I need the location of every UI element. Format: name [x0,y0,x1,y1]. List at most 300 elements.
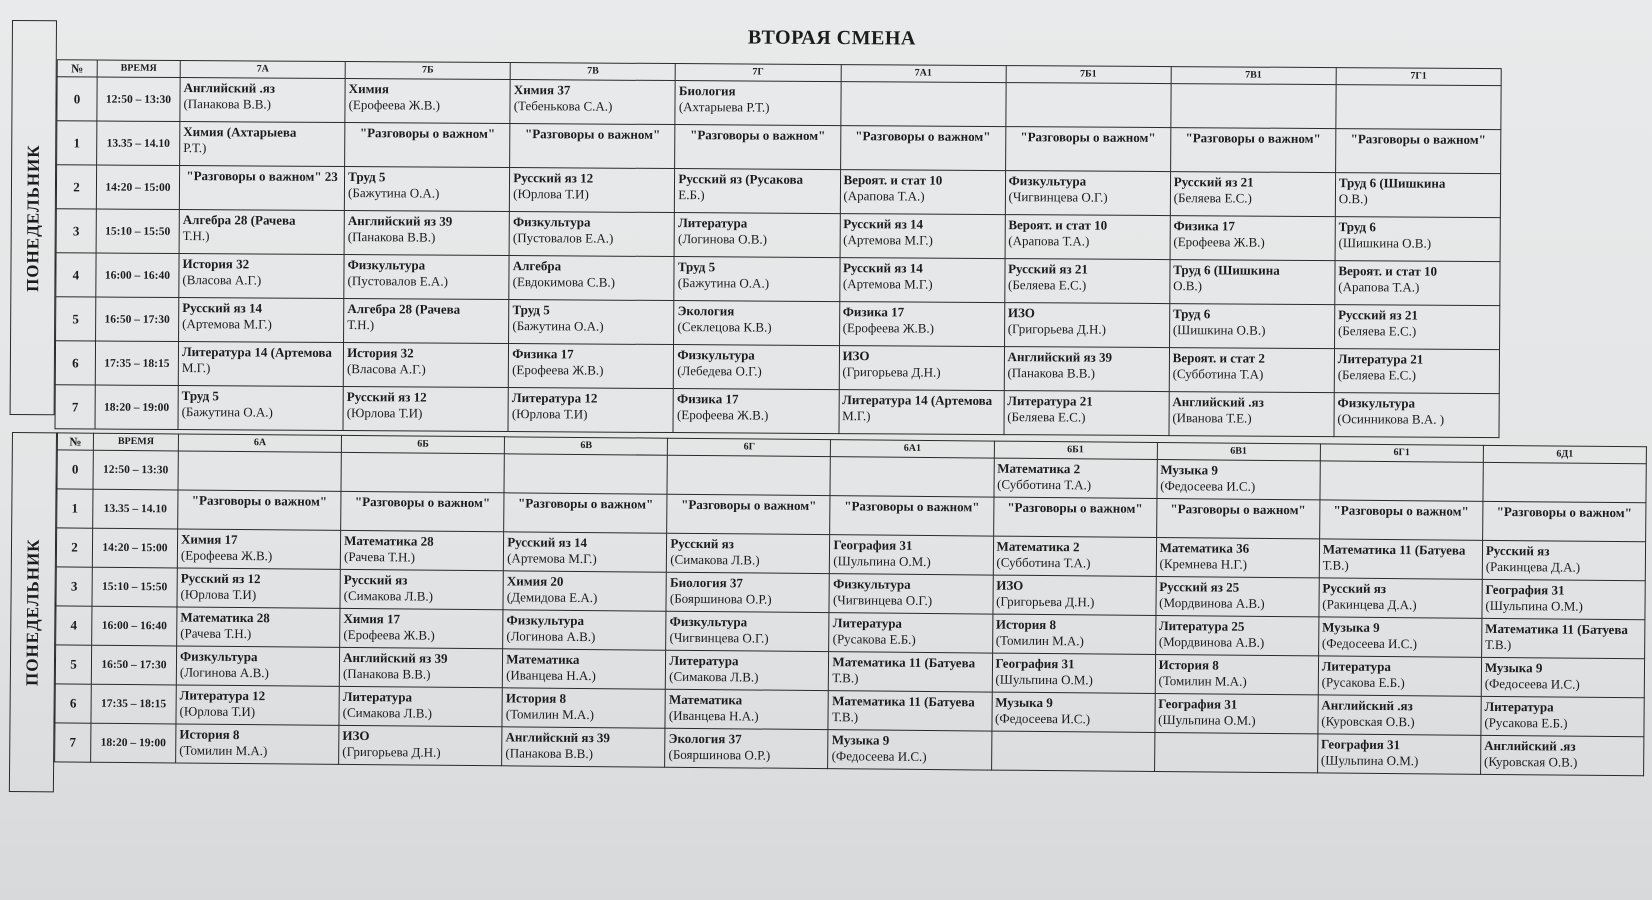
lesson-cell [176,646,339,686]
subject [1158,735,1314,736]
subject [182,453,338,454]
lesson-cell [509,212,674,257]
lesson-time: 18:20 – 19:00 [91,723,176,763]
subject: Литература [342,688,413,705]
subject: Химия [348,81,390,97]
subject: Вероят. и стат 10 [1008,217,1108,233]
lesson-cell-special: "Разговоры о важном" [178,490,341,530]
lesson-cell [340,530,503,570]
lesson-cell-special: "Разговоры о важном" [1319,500,1482,540]
teacher: (Артемова М.Г.) [842,276,933,292]
subject: Русский яз 21 [1338,307,1418,323]
lesson-cell [1169,304,1334,349]
subject: Вероят. и стат 10 [843,172,943,188]
lesson-cell [178,386,343,431]
lesson-cell [177,568,340,608]
subject: Физкультура [347,257,426,273]
subject: Физика 17 [677,391,739,407]
lesson-cell [830,457,993,497]
lesson-cell [1318,617,1481,657]
schedule-table-7 [55,20,1502,438]
subject [1487,465,1643,466]
header-class: 6А [178,434,341,452]
lesson-cell [666,650,829,690]
lesson-cell-special: "Разговоры о важном" [667,494,830,534]
subject: География 31 [1321,736,1401,753]
day-label: ПОНЕДЕЛЬНИК [22,143,43,292]
lesson-cell [1335,217,1500,262]
header-num: № [57,60,97,77]
teacher: (Панакова В.В.) [505,745,594,762]
teacher: (Пустовалов Е.А.) [347,273,448,289]
lesson-cell [830,535,993,575]
subject: Английский .яз [183,80,276,96]
subject: Английский .яз [1321,697,1413,714]
lesson-cell [1334,349,1499,394]
lesson-cell [1319,578,1482,618]
subject: ИЗО [842,348,870,364]
teacher: (Ерофеева Ж.В.) [842,320,935,336]
lesson-cell [840,82,1005,127]
lesson-cell [828,730,991,770]
lesson-cell [340,569,503,609]
lesson-cell [1318,695,1481,735]
teacher: (Бажутина О.А.) [677,275,770,291]
lesson-number: 3 [56,567,92,606]
lesson-cell [994,458,1157,498]
teacher: (Беляева Е.С.) [1007,277,1087,293]
lesson-cell [1154,732,1317,772]
subject: Физкультура [512,214,591,230]
lesson-cell [665,728,828,768]
lesson-cell [1317,734,1480,774]
header-class: 6Б [341,435,504,453]
teacher [1487,465,1643,466]
subject: Труд 6 [1172,306,1211,322]
lesson-time: 14:20 – 15:00 [92,528,177,568]
teacher: (Евдокимова С.В.) [512,274,616,290]
lesson-cell [829,574,992,614]
lesson-cell [1005,171,1170,216]
subject: Английский .яз [1484,737,1576,754]
subject: История 32 [182,256,250,272]
teacher [182,453,338,454]
lesson-cell-special: "Разговоры о важном" [840,126,1005,171]
subject: Литература 14 (Артемова [842,392,993,408]
teacher: Р.Т.) [183,140,207,156]
lesson-cell-special: "Разговоры о важном" [1005,127,1170,172]
lesson-cell [340,608,503,648]
subject: Биология [678,83,736,99]
subject: Алгебра 28 (Рачева [182,212,296,228]
teacher: (Юрлова Т.И) [180,586,257,603]
lesson-time: 18:20 – 19:00 [95,385,178,430]
teacher: (Рачева Т.Н.) [343,548,416,565]
lesson-cell [674,301,839,346]
lesson-cell [509,256,674,301]
lesson-cell [503,610,666,650]
teacher [1339,87,1497,88]
subject: Музыка 9 [1322,619,1380,635]
header-class: 7В [510,63,675,81]
lesson-cell [503,571,666,611]
lesson-cell [345,79,510,124]
teacher: (Федосеева И.С.) [1160,478,1256,494]
subject: Литература [678,215,748,231]
subject: Музыка 9 [1484,659,1543,676]
teacher [995,734,1151,735]
teacher: Т.Н.) [182,228,210,244]
lesson-cell [1169,348,1334,393]
teacher: (Логинова А.В.) [506,628,596,645]
teacher: (Ерофеева Ж.В.) [180,547,273,564]
lesson-number: 6 [55,341,95,385]
lesson-cell [176,685,339,725]
lesson-cell [510,80,675,125]
subject: История 8 [1158,657,1219,673]
lesson-cell [503,649,666,689]
subject [1174,86,1332,87]
teacher: (Симакова Л.В.) [342,704,433,721]
teacher: (Бояршинова О.Р.) [669,590,772,607]
subject: Физика 17 [842,304,905,320]
teacher: (Григорьева Д.Н.) [1007,321,1107,337]
subject: Физкультура [669,613,748,630]
lesson-cell [674,257,839,302]
lesson-cell [665,689,828,729]
lesson-cell [1335,261,1500,306]
lesson-number: 1 [57,489,93,528]
subject: Литература [1321,658,1392,675]
teacher: (Шишкина О.В.) [1338,235,1432,251]
teacher: (Григорьева Д.Н.) [342,743,441,760]
header-class: 7Б [345,62,510,80]
subject: Химия 37 [513,82,571,98]
teacher: (Демидова Е.А.) [506,589,598,606]
teacher: Е.Б.) [678,187,705,203]
teacher: (Власова А.Г.) [346,361,426,377]
subject: Химия (Ахтарыева [183,124,297,140]
teacher: (Томилин М.А.) [1158,673,1247,689]
lesson-cell [667,455,830,495]
teacher: (Куровская О.В.) [1483,753,1578,770]
lesson-cell [509,300,674,345]
header-time: ВРЕМЯ [93,433,178,451]
lesson-cell [1171,84,1336,129]
teacher: (Бажутина О.А.) [181,404,273,420]
subject: Алгебра [512,258,562,274]
lesson-cell [1480,735,1643,775]
teacher: Т.В.) [831,709,859,725]
subject: Химия 20 [506,573,564,589]
teacher: Т.В.) [1322,557,1349,573]
subject [995,734,1151,735]
teacher: (Панакова В.В.) [342,665,431,682]
subject: Математика 28 [180,609,270,626]
subject: Музыка 9 [831,732,890,748]
subject: Труд 5 [677,259,716,275]
lesson-cell [339,686,502,726]
subject: Русский яз [1322,580,1387,596]
subject: Русский яз 21 [1008,261,1088,277]
subject [1009,85,1167,86]
lesson-number: 2 [56,528,92,567]
subject [844,84,1002,85]
lesson-cell [838,390,1003,435]
subject: Английский яз 39 [343,649,448,666]
header-class: 6Г1 [1320,444,1483,462]
schedule-block-6 [9,432,1647,806]
lesson-cell [179,210,344,255]
teacher: (Ерофеева Ж.В.) [1173,234,1265,250]
lesson-cell [344,167,509,212]
lesson-cell [343,343,508,388]
lesson-cell [992,575,1155,615]
subject: Английский яз 39 [347,213,453,229]
subject: Русский яз 14 [507,534,588,551]
teacher: (Беляева Е.С.) [1337,323,1417,339]
subject [508,456,664,457]
teacher: (Томилин М.А.) [179,742,268,759]
lesson-cell [178,342,343,387]
subject: Русский яз 21 [1173,174,1254,190]
lesson-cell [179,298,344,343]
subject: Физика 17 [1173,218,1235,234]
lesson-time: 12:50 – 13:30 [97,77,180,122]
subject: Физкультура [1008,173,1087,189]
teacher: (Ракинцева Д.А.) [1485,558,1581,575]
teacher: (Шульпина О.М.) [1158,712,1256,728]
lesson-cell [675,169,840,214]
lesson-number: 4 [56,253,96,297]
subject: Литература 21 [1007,393,1093,409]
teacher: (Пустовалов Е.А.) [512,230,614,246]
header-class: 6В [505,437,668,455]
lesson-cell [829,613,992,653]
subject: Физкультура [506,612,585,628]
teacher: (Ерофеева Ж.В.) [348,97,441,113]
lesson-cell [177,529,340,569]
lesson-cell [1155,693,1318,733]
lesson-cell [1004,347,1169,392]
lesson-cell [178,451,341,491]
subject: Физкультура [1337,395,1416,411]
subject: Русский яз 14 [182,300,263,316]
teacher: (Логинова А.В.) [179,664,269,681]
subject: Физкультура [677,347,755,363]
lesson-cell [339,647,502,687]
lesson-cell [504,454,667,494]
lesson-cell [180,78,345,123]
subject [1324,463,1480,464]
teacher: (Федосеева И.С.) [831,748,927,764]
teacher: (Ахтарыева Р.Т.) [678,99,770,115]
subject: Русский яз [343,571,408,588]
subject: Математика 36 [1159,540,1250,556]
teacher: (Ракинцева Д.А.) [1322,596,1417,613]
teacher: (Беляева Е.С.) [1337,367,1417,383]
teacher: (Тебенькова С.А.) [513,98,613,114]
header-class: 7Б1 [1006,66,1171,84]
teacher [1009,85,1167,86]
teacher [1174,86,1332,87]
lesson-cell-special: "Разговоры о важном" [1156,498,1319,538]
lesson-cell [673,389,838,434]
lesson-cell [839,346,1004,391]
subject: Английский яз 39 [505,729,611,746]
teacher: (Арапова Т.А.) [843,188,925,204]
teacher: (Арапова Т.А.) [1338,279,1420,295]
teacher: (Артемова М.Г.) [843,232,933,248]
teacher: (Ерофеева Ж.В.) [512,362,604,378]
lesson-cell-special: "Разговоры о важном" 23 [179,166,344,211]
lesson-cell [1004,259,1169,304]
teacher: (Шишкина О.В.) [1172,322,1266,338]
teacher: (Симакова Л.В.) [669,668,759,685]
lesson-number: 4 [56,606,92,645]
lesson-time: 16:00 – 16:40 [92,606,177,646]
teacher: (Панакова В.В.) [183,96,272,112]
teacher: (Федосеева И.С.) [1321,635,1418,652]
lesson-cell [674,213,839,258]
teacher: (Федосеева И.С.) [1484,675,1580,692]
teacher: (Субботина Т.А) [1172,366,1264,382]
lesson-cell [839,302,1004,347]
lesson-cell [1170,172,1335,217]
teacher: (Федосеева И.С.) [995,710,1091,727]
subject: Литература [1484,698,1554,715]
shift-title: ВТОРАЯ СМЕНА [747,26,916,50]
teacher: (Русакова Е.Б.) [1484,714,1568,731]
schedule-block-7 [10,20,1502,427]
header-class: 6Г [668,438,831,456]
teacher: (Григорьева Д.Н.) [842,364,941,380]
lesson-cell [504,532,667,572]
header-class: 6В1 [1157,442,1320,460]
teacher: (Логинова О.В.) [678,231,768,247]
lesson-cell [339,725,502,765]
subject: Труд 6 (Шишкина [1173,262,1280,278]
day-label: ПОНЕДЕЛЬНИК [22,538,43,687]
header-class: 7В1 [1171,67,1336,85]
subject: Русский яз [1485,542,1550,559]
subject: Физкультура [833,576,911,592]
lesson-time: 12:50 – 13:30 [93,450,178,490]
subject: Русский яз 14 [843,216,924,232]
lesson-cell [177,607,340,647]
lesson-cell [667,533,830,573]
teacher: (Мордвинова А.В.) [1158,634,1265,650]
header-class: 6А1 [831,440,994,458]
subject: Химия 17 [181,531,238,547]
teacher: (Арапова Т.А.) [1008,233,1090,249]
lesson-cell [502,688,665,728]
subject: ИЗО [342,727,370,744]
lesson-cell [502,727,665,767]
schedule-table-6 [54,432,1647,776]
lesson-cell [992,614,1155,654]
lesson-time: 16:00 – 16:40 [96,253,179,298]
lesson-cell [1482,540,1645,580]
lesson-cell [1481,618,1644,658]
header-class: 6Б1 [994,441,1157,459]
subject: Математика 28 [344,532,434,549]
teacher: (Артемова М.Г.) [182,316,272,332]
teacher [671,458,827,459]
subject: ИЗО [996,577,1024,593]
lesson-time: 13.35 – 14.10 [93,489,178,529]
lesson-time: 15:10 – 15:50 [96,209,179,254]
lesson-number: 2 [56,165,96,209]
lesson-cell [1483,462,1646,502]
teacher: (Беляева Е.С.) [1173,190,1252,206]
lesson-number: 5 [56,297,96,341]
lesson-cell [674,345,839,390]
teacher: (Бажутина О.А.) [512,318,604,334]
teacher: (Юрлова Т.И) [179,703,256,720]
teacher: (Иванова Т.Е.) [1172,410,1252,426]
lesson-time: 17:35 – 18:15 [95,341,178,386]
lesson-cell [1481,657,1644,697]
subject: Математика 11 (Батуева [1485,620,1628,638]
lesson-cell [1004,391,1169,436]
lesson-number: 5 [55,645,91,684]
teacher: М.Г.) [181,360,211,376]
lesson-cell [510,168,675,213]
lesson-cell [344,255,509,300]
lesson-cell-special: "Разговоры о важном" [675,125,840,170]
teacher: (Секлецова К.В.) [677,319,772,335]
lesson-cell [828,691,991,731]
teacher: (Симакова Л.В.) [343,587,434,604]
lesson-cell [1334,305,1499,350]
subject: Вероят. и стат 2 [1172,350,1265,366]
lesson-cell [176,724,339,764]
lesson-number: 0 [57,450,93,489]
lesson-cell [840,214,1005,259]
teacher: (Бояршинова О.Р.) [668,746,771,763]
subject: Математика 11 (Батуева [832,693,975,710]
teacher: (Томилин М.А.) [505,706,594,723]
lesson-cell-special: "Разговоры о важном" [1335,129,1500,174]
subject: Английский .яз [1172,394,1264,410]
lesson-cell [1481,696,1644,736]
subject [1339,87,1497,88]
lesson-number: 6 [55,684,91,723]
lesson-cell [1005,83,1170,128]
subject: Литература 21 [1337,351,1424,367]
teacher: (Русакова Е.Б.) [1321,674,1405,691]
lesson-number: 7 [55,723,91,762]
lesson-cell [666,611,829,651]
teacher: (Власова А.Г.) [182,272,262,288]
subject: История 32 [347,345,414,361]
subject: Математика 11 (Батуева [1322,541,1466,558]
lesson-time: 17:35 – 18:15 [91,684,176,724]
teacher: (Юрлова Т.И) [346,405,423,421]
subject: Математика 11 (Батуева [832,654,976,671]
lesson-cell [344,299,509,344]
teacher: Т.Н.) [347,317,375,333]
lesson-cell [1155,654,1318,694]
lesson-cell-special: "Разговоры о важном" [1170,128,1335,173]
subject: Экология 37 [668,730,742,747]
lesson-cell [1318,656,1481,696]
header-num: № [57,433,93,450]
subject: Музыка 9 [995,694,1053,711]
header-class: 6Д1 [1483,445,1646,463]
subject: Литература 14 (Артемова [181,344,333,360]
